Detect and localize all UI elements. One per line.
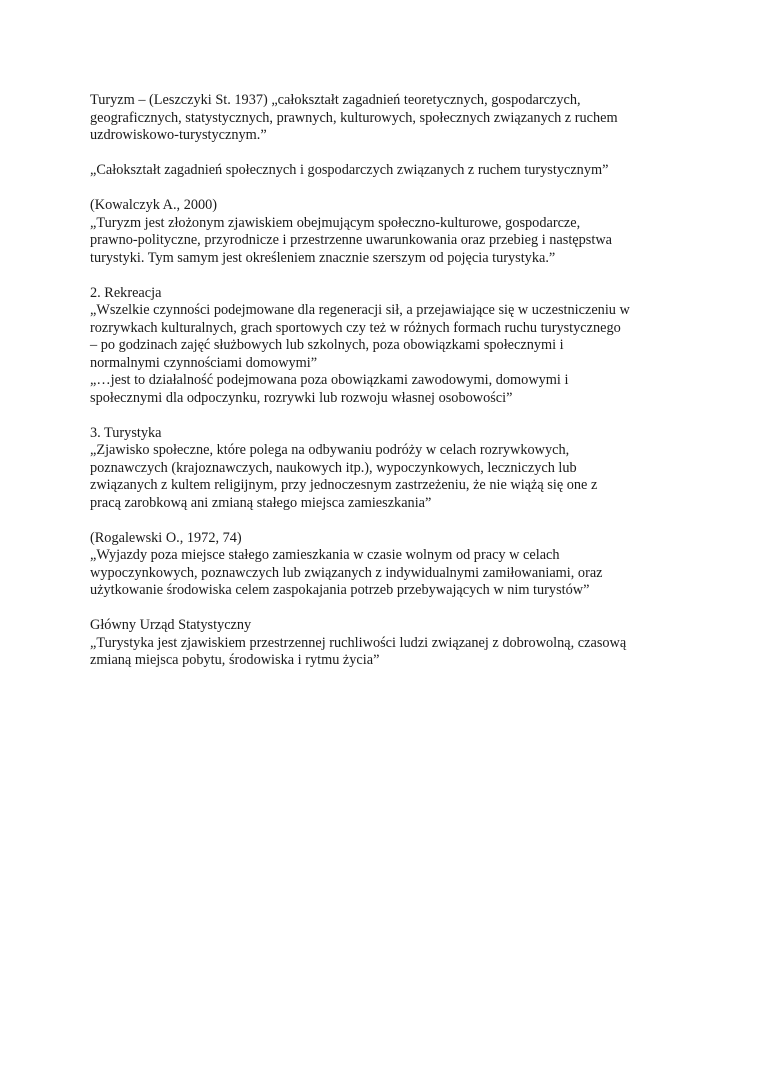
text-line: – po godzinach zajęć służbowych lub szkolnych, poza obowiązkami społecznymi i [90, 337, 564, 353]
citation-line: Główny Urząd Statystyczny [90, 617, 252, 633]
text-line: uzdrowiskowo-turystycznym.” [90, 127, 267, 143]
text-line: „Wszelkie czynności podejmowane dla regeneracji sił, a przejawiające się w uczestniczeniu w [90, 302, 630, 318]
section-heading: 2. Rekreacja [90, 284, 162, 301]
text-line: turystyki. Tym samym jest określeniem znacznie szerszym od pojęcia turystyka.” [90, 249, 556, 266]
text-line: rozrywkach kulturalnych, grach sportowych czy też w różnych formach ruchu turystycznego [90, 319, 621, 336]
text-line: związanych z kultem religijnym, przy jednoczesnym zastrzeżeniu, że nie wiążą się one z [90, 477, 598, 493]
citation-line: (Rogalewski O., 1972, 74) [90, 529, 242, 546]
text-line: „Wyjazdy poza miejsce stałego zamieszkania w czasie wolnym od pracy w celach [90, 547, 560, 563]
paragraph-turystyka [90, 425, 680, 513]
section-heading: 3. Turystyka [90, 424, 162, 441]
paragraph-turyzm-definition [90, 162, 680, 180]
paragraph-rekreacja [90, 285, 680, 408]
text-line: „Turystyka jest zjawiskiem przestrzennej ruchliwości ludzi związanej z dobrowolną, czasową [90, 634, 627, 651]
text-line: „Turyzm jest złożonym zjawiskiem obejmującym społeczno-kulturowe, gospodarcze, [90, 214, 581, 231]
paragraph-turyzm-leszczycki [90, 92, 680, 145]
text-line: zmianą miejsca pobytu, środowiska i rytmu życia” [90, 652, 380, 668]
text-line: pracą zarobkową ani zmianą stałego miejsca zamieszkania” [90, 494, 432, 511]
paragraph-rogalewski [90, 530, 680, 600]
text-line: społecznymi dla odpoczynku, rozrywki lub rozwoju własnej osobowości” [90, 389, 513, 406]
text-line: wypoczynkowych, poznawczych lub związanych z indywidualnymi zamiłowaniami, oraz [90, 564, 603, 581]
text-line: użytkowanie środowiska celem zaspokajania potrzeb przebywających w nim turystów” [90, 582, 590, 598]
citation-line: (Kowalczyk A., 2000) [90, 197, 218, 213]
text-line: „Zjawisko społeczne, które polega na odbywaniu podróży w celach rozrywkowych, [90, 442, 570, 458]
text-line: prawno-polityczne, przyrodnicze i przestrzenne uwarunkowania oraz przebieg i następstwa [90, 232, 613, 248]
paragraph-gus [90, 617, 680, 670]
text-line: „…jest to działalność podejmowana poza obowiązkami zawodowymi, domowymi i [90, 372, 569, 388]
text-line: geograficznych, statystycznych, prawnych, kulturowych, społecznych związanych z ruchem [90, 109, 618, 126]
text-line: poznawczych (krajoznawczych, naukowych itp.), wypoczynkowych, leczniczych lub [90, 459, 577, 476]
paragraph-kowalczyk [90, 197, 680, 267]
text-line: normalnymi czynnościami domowymi” [90, 354, 318, 371]
text-line: Turyzm – (Leszczyki St. 1937) „całokształt zagadnień teoretycznych, gospodarczych, [90, 92, 581, 108]
text-line: „Całokształt zagadnień społecznych i gospodarczych związanych z ruchem turystycznym” [90, 162, 609, 178]
document-page [90, 92, 680, 687]
